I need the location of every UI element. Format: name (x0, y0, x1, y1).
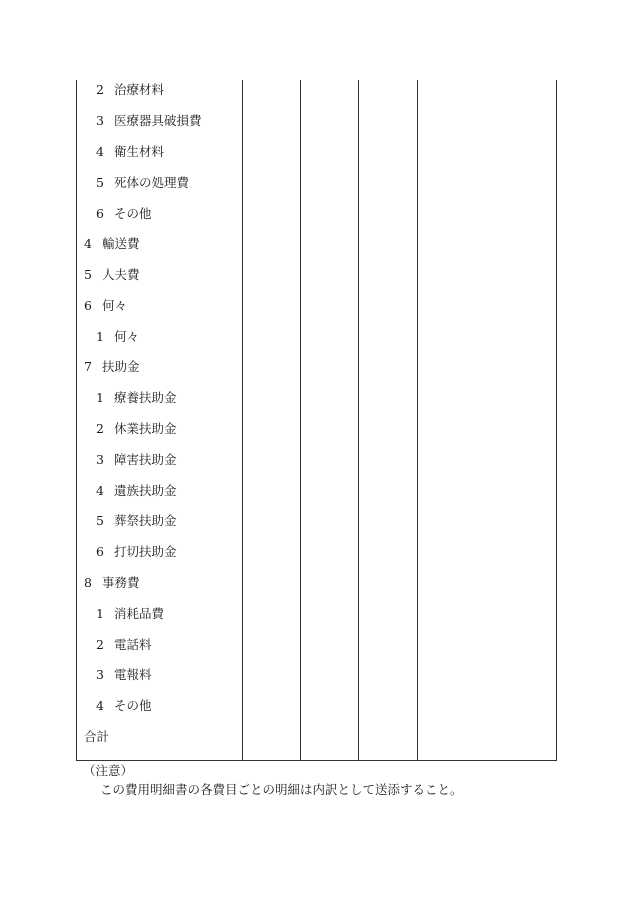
item-label: その他 (114, 206, 152, 221)
item-number: 1 (96, 329, 104, 344)
expense-detail-table (76, 80, 557, 761)
column-divider (358, 80, 359, 760)
item-label: 電報料 (114, 667, 152, 682)
table-row (96, 388, 177, 408)
item-number: 3 (96, 113, 104, 128)
table-row (96, 204, 152, 224)
table-row (84, 234, 140, 254)
item-number: 2 (96, 82, 104, 97)
item-label: 死体の処理費 (114, 175, 190, 190)
item-label: 何々 (114, 329, 140, 344)
item-label: 何々 (102, 298, 128, 313)
item-number: 5 (96, 175, 104, 190)
table-row (84, 265, 140, 285)
table-row (96, 142, 164, 162)
item-number: 1 (96, 606, 104, 621)
item-number: 5 (84, 267, 92, 282)
total-row (84, 727, 109, 747)
item-label: 療養扶助金 (114, 390, 177, 405)
item-number: 2 (96, 421, 104, 436)
table-row (96, 696, 152, 716)
item-number: 2 (96, 637, 104, 652)
item-label: 障害扶助金 (114, 452, 177, 467)
item-number: 3 (96, 452, 104, 467)
column-divider (417, 80, 418, 760)
table-row (84, 357, 140, 377)
item-label: 消耗品費 (114, 606, 165, 621)
table-row (96, 481, 177, 501)
table-row (96, 635, 152, 655)
column-divider (300, 80, 301, 760)
table-row (96, 604, 164, 624)
item-label: 輸送費 (102, 236, 140, 251)
item-label: 電話料 (114, 637, 152, 652)
notes-title: （注意） (83, 763, 134, 778)
table-row (96, 327, 139, 347)
item-number: 1 (96, 390, 104, 405)
table-row (84, 296, 127, 316)
item-label: 事務費 (102, 575, 140, 590)
item-number: 4 (96, 144, 104, 159)
column-divider (242, 80, 243, 760)
item-number: 4 (96, 698, 104, 713)
item-number: 3 (96, 667, 104, 682)
item-label: 治療材料 (114, 82, 165, 97)
total-label: 合計 (84, 729, 110, 744)
table-row (84, 573, 140, 593)
item-label: 衛生材料 (114, 144, 165, 159)
table-row (96, 665, 152, 685)
item-label: 打切扶助金 (114, 544, 177, 559)
item-label: 遺族扶助金 (114, 483, 177, 498)
table-row (96, 450, 177, 470)
item-label: 医療器具破損費 (114, 113, 202, 128)
table-row (96, 173, 189, 193)
table-row (96, 80, 164, 100)
item-label: 休業扶助金 (114, 421, 177, 436)
item-number: 6 (96, 206, 104, 221)
table-row (96, 111, 202, 131)
item-number: 4 (84, 236, 92, 251)
table-row (96, 511, 177, 531)
item-number: 6 (96, 544, 104, 559)
item-number: 6 (84, 298, 92, 313)
notes-text: この費用明細書の各費目ごとの明細は内訳として送添すること。 (100, 782, 463, 797)
item-number: 8 (84, 575, 92, 590)
item-number: 7 (84, 359, 92, 374)
table-row (96, 419, 177, 439)
item-number: 4 (96, 483, 104, 498)
table-row (96, 542, 177, 562)
item-label: 人夫費 (102, 267, 140, 282)
item-label: 扶助金 (102, 359, 140, 374)
item-number: 5 (96, 513, 104, 528)
item-label: その他 (114, 698, 152, 713)
item-label: 葬祭扶助金 (114, 513, 177, 528)
